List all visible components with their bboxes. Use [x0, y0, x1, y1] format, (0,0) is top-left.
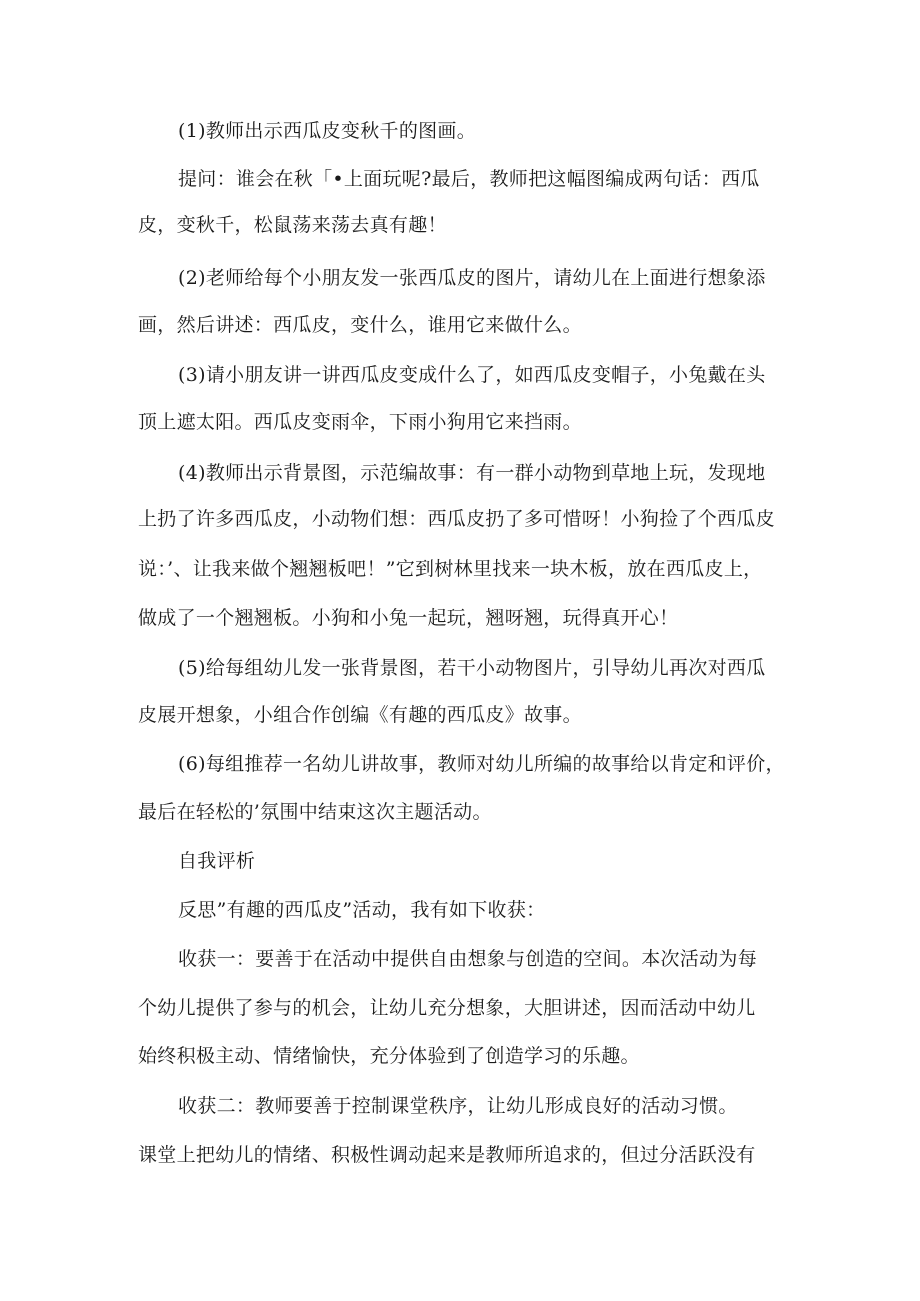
paragraph-step-4-line-2: 上扔了许多西瓜皮，小动物们想：西瓜皮扔了多可惜呀！小狗捡了个西瓜皮: [138, 508, 775, 530]
section-heading-self-evaluation: 自我评析: [178, 850, 256, 872]
paragraph-question-line-2: 皮，变秋千，松鼠荡来荡去真有趣！: [138, 214, 447, 236]
paragraph-step-2-line-1: (2)老师给每个小朋友发一张西瓜皮的图片，请幼儿在上面进行想象添: [178, 267, 766, 289]
paragraph-reflection: 反思”有趣的西瓜皮”活动，我有如下收获：: [178, 899, 546, 921]
paragraph-step-3-line-1: (3)请小朋友讲一讲西瓜皮变成什么了，如西瓜皮变帽子，小兔戴在头: [178, 364, 766, 386]
paragraph-step-1: (1)教师出示西瓜皮变秋千的图画。: [178, 120, 477, 142]
paragraph-step-6-line-1: (6)每组推荐一名幼儿讲故事，教师对幼儿所编的故事给以肯定和评价，: [178, 753, 785, 775]
paragraph-gain-1-line-1: 收获一：要善于在活动中提供自由想象与创造的空间。本次活动为每: [178, 948, 758, 970]
paragraph-step-3-line-2: 顶上遮太阳。西瓜皮变雨伞，下雨小狗用它来挡雨。: [138, 411, 582, 433]
paragraph-step-5-line-2: 皮展开想象，小组合作创编《有趣的西瓜皮》故事。: [138, 704, 582, 726]
paragraph-step-4-line-1: (4)教师出示背景图，示范编故事：有一群小动物到草地上玩，发现地: [178, 462, 766, 484]
paragraph-question-line-1: 提问：谁会在秋「•上面玩呢?最后，教师把这幅图编成两句话：西瓜: [178, 168, 760, 190]
paragraph-step-6-line-2: 最后在轻松的’氛围中结束这次主题活动。: [138, 801, 492, 823]
paragraph-gain-1-line-3: 始终积极主动、情绪愉快，充分体验到了创造学习的乐趣。: [138, 1045, 640, 1067]
paragraph-step-4-line-3: 说：’、让我来做个翘翘板吧！”它到树林里找来一块木板，放在西瓜皮上，: [138, 558, 763, 580]
paragraph-step-5-line-1: (5)给每组幼儿发一张背景图，若干小动物图片，引导幼儿再次对西瓜: [178, 657, 766, 679]
paragraph-step-4-line-4: 做成了一个翘翘板。小狗和小兔一起玩，翘呀翘，玩得真开心！: [138, 607, 679, 629]
paragraph-gain-2-line-1: 收获二：教师要善于控制课堂秩序，让幼儿形成良好的活动习惯。: [178, 1095, 738, 1117]
paragraph-gain-1-line-2: 个幼儿提供了参与的机会，让幼儿充分想象，大胆讲述，因而活动中幼儿: [138, 997, 756, 1019]
paragraph-step-2-line-2: 画，然后讲述：西瓜皮，变什么，谁用它来做什么。: [138, 314, 582, 336]
paragraph-gain-2-line-2: 课堂上把幼儿的情绪、积极性调动起来是教师所追求的，但过分活跃没有: [138, 1144, 756, 1166]
